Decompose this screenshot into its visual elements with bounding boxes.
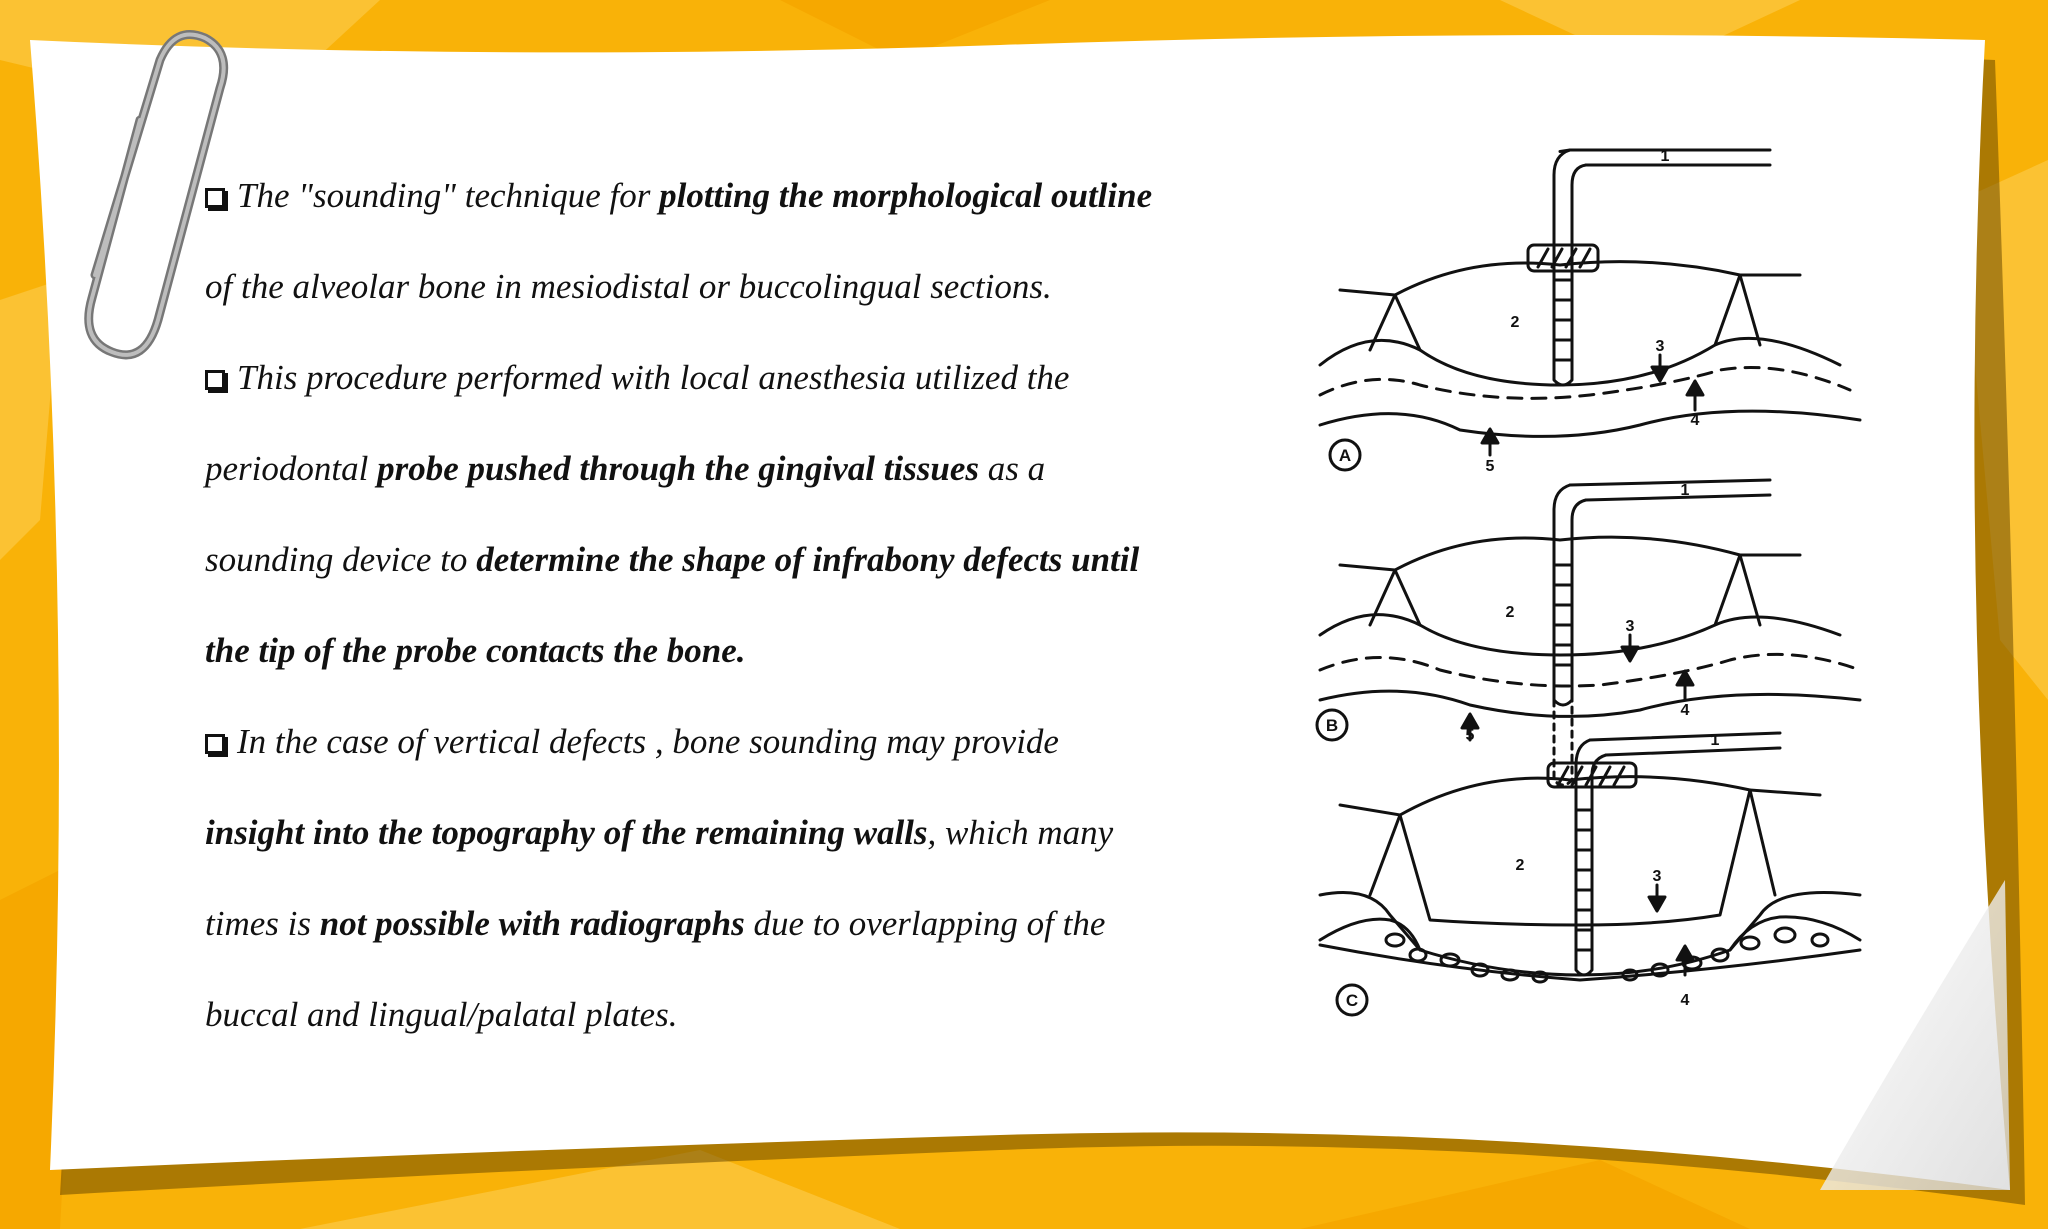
- text-segment: times is: [205, 904, 320, 943]
- panel-c-label-1: 1: [1710, 732, 1720, 749]
- checkbox-bullet-icon: [205, 734, 225, 754]
- panel-b-label-1: 1: [1680, 482, 1690, 499]
- bold-text-segment: insight into the topography of the remaining walls: [205, 813, 928, 852]
- text-segment: sounding device to: [205, 540, 477, 579]
- bold-text-segment: probe pushed through the gingival tissues: [377, 449, 980, 488]
- text-segment: due to overlapping of the: [744, 904, 1106, 943]
- text-segment: periodontal: [205, 449, 378, 488]
- panel-a-label-5: 5: [1485, 458, 1495, 475]
- text-line: [205, 332, 1285, 423]
- panel-c: [1320, 733, 1860, 1015]
- bold-text-segment: the tip of the probe contacts the bone.: [205, 631, 746, 670]
- text-line: [205, 878, 1285, 969]
- text-line: [205, 605, 1285, 696]
- panel-a-letter: A: [1338, 446, 1352, 465]
- panel-c-label-2: 2: [1515, 857, 1525, 874]
- panel-b-label-2: 2: [1505, 604, 1515, 621]
- panel-c-label-4: 4: [1680, 992, 1690, 1009]
- text-line: [205, 969, 1285, 1060]
- panel-a-label-2: 2: [1510, 314, 1520, 331]
- slide-text: [205, 150, 1285, 1060]
- panel-b-label-3: 3: [1625, 618, 1635, 635]
- bold-text-segment: plotting the morphological outline: [659, 176, 1153, 215]
- panel-b-label-4: 4: [1680, 702, 1690, 719]
- text-line: [205, 241, 1285, 332]
- panel-a-label-4: 4: [1690, 412, 1700, 429]
- text-segment: In the case of vertical defects , bone sounding may provide: [237, 722, 1059, 761]
- bold-text-segment: determine the shape of infrabony defects until: [476, 540, 1140, 579]
- text-line: [205, 423, 1285, 514]
- text-line: [205, 787, 1285, 878]
- panel-a-label-1: 1: [1660, 148, 1670, 165]
- bone-sounding-diagram: [1300, 145, 1880, 1025]
- text-segment: This procedure performed with local anesthesia utilized the: [237, 358, 1070, 397]
- text-line: [205, 696, 1285, 787]
- panel-c-letter: C: [1345, 991, 1359, 1010]
- text-segment: as a: [979, 449, 1046, 488]
- panel-a: [1320, 150, 1860, 470]
- panel-c-label-3: 3: [1652, 868, 1662, 885]
- checkbox-bullet-icon: [205, 370, 225, 390]
- text-line: [205, 514, 1285, 605]
- panel-a-label-3: 3: [1655, 338, 1665, 355]
- checkbox-bullet-icon: [205, 188, 225, 208]
- text-segment: , which many: [927, 813, 1114, 852]
- text-segment: of the alveolar bone in mesiodistal or buccolingual sections.: [205, 267, 1052, 306]
- text-segment: The "sounding" technique for: [237, 176, 660, 215]
- text-line: [205, 150, 1285, 241]
- bold-text-segment: not possible with radiographs: [319, 904, 745, 943]
- text-segment: buccal and lingual/palatal plates.: [205, 995, 678, 1034]
- panel-b-label-5: 5: [1465, 727, 1475, 744]
- panel-b-letter: B: [1325, 716, 1339, 735]
